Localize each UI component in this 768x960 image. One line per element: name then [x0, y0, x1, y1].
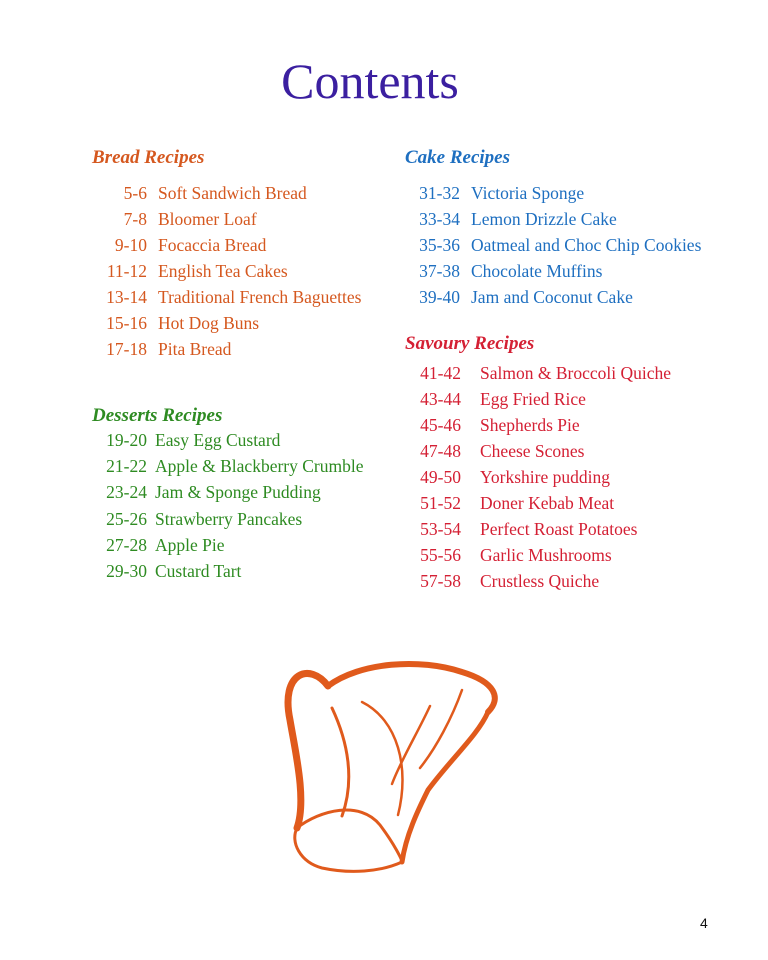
toc-entry-title: Focaccia Bread	[158, 235, 267, 255]
toc-entry-pages: 5-6	[123, 183, 147, 203]
toc-entry-title: Yorkshire pudding	[480, 467, 610, 487]
toc-entry-pages: 35-36	[419, 235, 460, 255]
toc-entry-pages: 41-42	[420, 363, 461, 383]
toc-entry-title: Apple & Blackberry Crumble	[155, 456, 364, 477]
toc-entry-pages: 51-52	[420, 493, 461, 513]
toc-entry-title: Perfect Roast Potatoes	[480, 519, 638, 539]
toc-entry-title: Strawberry Pancakes	[155, 508, 303, 529]
section-heading-desserts: Desserts Recipes	[92, 405, 223, 426]
toc-entry-title: Garlic Mushrooms	[480, 545, 612, 565]
toc-entry-pages: 39-40	[419, 287, 460, 307]
toc-entry-title: Pita Bread	[158, 339, 232, 359]
toc-entry-title: Soft Sandwich Bread	[158, 183, 307, 203]
toc-entry-pages: 55-56	[420, 545, 461, 565]
toc-entry-pages: 11-12	[106, 261, 147, 281]
toc-entry-title: Apple Pie	[155, 534, 225, 555]
toc-entry-pages: 45-46	[420, 415, 461, 435]
toc-entry-title: Egg Fried Rice	[480, 389, 586, 409]
page-title: Contents	[281, 53, 459, 109]
toc-entry-title: Easy Egg Custard	[155, 430, 281, 450]
toc-entry-title: Lemon Drizzle Cake	[471, 209, 617, 229]
toc-entry-pages: 47-48	[420, 441, 461, 461]
toc-entry-pages: 29-30	[106, 561, 147, 581]
toc-entry-pages: 49-50	[420, 467, 461, 487]
toc-entry-title: Oatmeal and Choc Chip Cookies	[471, 235, 702, 255]
chef-hat-icon	[280, 650, 510, 880]
toc-entry-pages: 57-58	[420, 571, 461, 591]
toc-entry-title: Hot Dog Buns	[158, 313, 260, 333]
toc-entry-pages: 25-26	[106, 508, 147, 529]
toc-entry-pages: 31-32	[419, 183, 460, 203]
toc-entry-pages: 27-28	[106, 534, 147, 555]
toc-entry-pages: 33-34	[419, 209, 460, 229]
section-heading-savoury: Savoury Recipes	[405, 333, 535, 354]
page-number: 4	[700, 915, 708, 931]
toc-entry-pages: 17-18	[106, 339, 147, 359]
toc-entry-title: Custard Tart	[155, 561, 242, 581]
toc-entry-title: Bloomer Loaf	[158, 209, 257, 229]
toc-entry-pages: 9-10	[114, 235, 147, 255]
section-heading-cake: Cake Recipes	[405, 147, 511, 168]
toc-entry-pages: 43-44	[420, 389, 461, 409]
toc-entry-title: Victoria Sponge	[471, 183, 585, 203]
toc-entry-title: Chocolate Muffins	[471, 261, 603, 281]
toc-entry-title: Jam & Sponge Pudding	[155, 482, 321, 503]
section-heading-bread: Bread Recipes	[92, 147, 205, 168]
toc-entry-pages: 15-16	[106, 313, 147, 333]
toc-entry-pages: 37-38	[419, 261, 460, 281]
toc-entry-title: Salmon & Broccoli Quiche	[480, 363, 672, 383]
toc-entry-title: Traditional French Baguettes	[158, 287, 362, 307]
toc-entry-title: Shepherds Pie	[480, 415, 580, 435]
toc-entry-pages: 53-54	[420, 519, 461, 539]
toc-entry-pages: 7-8	[123, 209, 147, 229]
toc-entry-pages: 21-22	[106, 456, 147, 477]
toc-entry-title: Jam and Coconut Cake	[471, 287, 633, 307]
toc-entry-title: English Tea Cakes	[158, 261, 288, 281]
toc-entry-title: Doner Kebab Meat	[480, 493, 615, 513]
toc-entry-title: Cheese Scones	[480, 441, 585, 461]
toc-entry-pages: 23-24	[106, 482, 147, 503]
toc-entry-pages: 19-20	[106, 430, 147, 450]
toc-entry-pages: 13-14	[106, 287, 147, 307]
toc-entry-title: Crustless Quiche	[480, 571, 600, 591]
